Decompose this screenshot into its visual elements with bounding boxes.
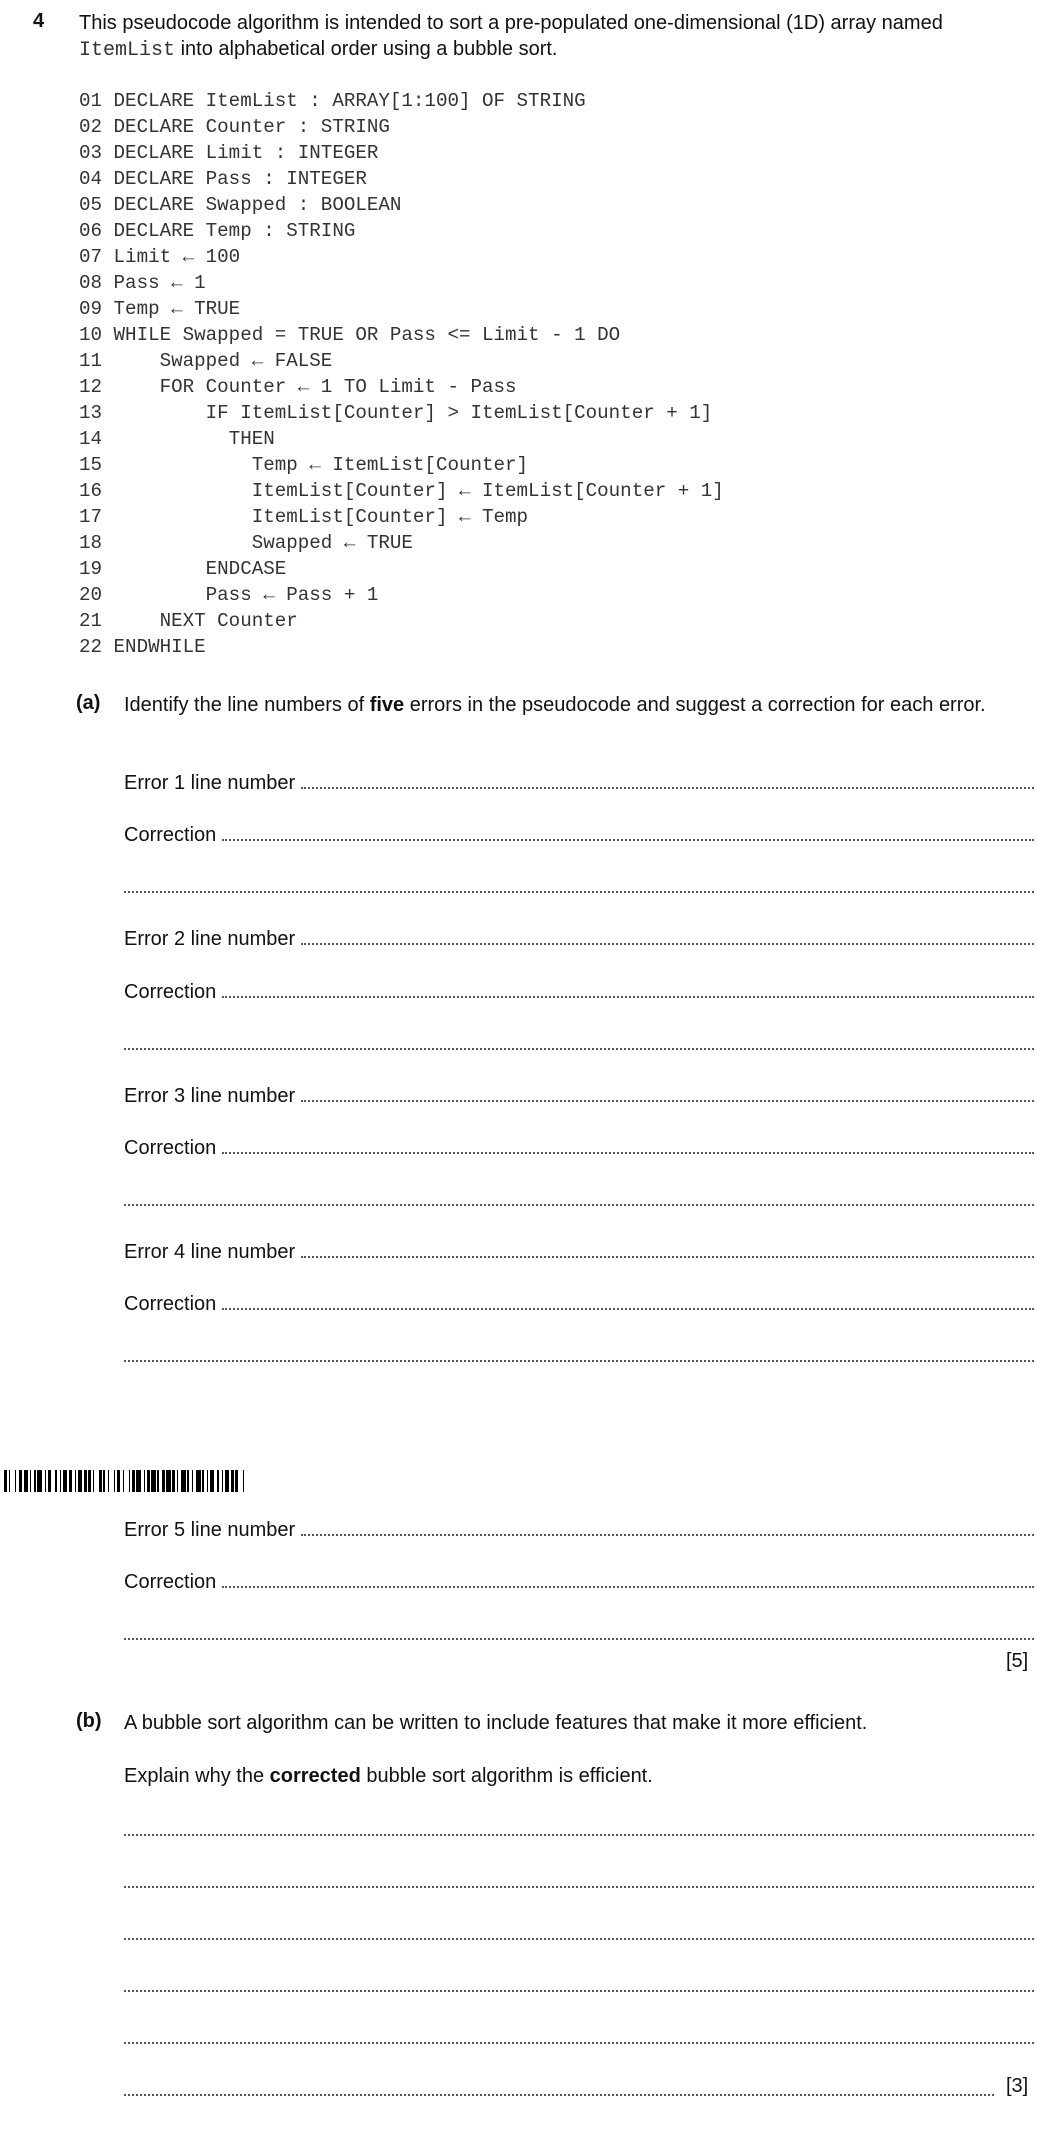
part-b-label: (b)	[76, 1710, 102, 1732]
part-b-text: A bubble sort algorithm can be written to include features that make it more efficient.	[124, 1712, 868, 1734]
code-line: 05 DECLARE Swapped : BOOLEAN	[79, 194, 402, 216]
code-line: 10 WHILE Swapped = TRUE OR Pass <= Limit - 1 DO	[79, 324, 621, 346]
answer-line[interactable]	[124, 1344, 1034, 1362]
part-b-answer-line[interactable]	[124, 2078, 994, 2104]
part-a-label: (a)	[76, 692, 101, 714]
correction-label: Correction	[124, 1571, 217, 1593]
part-a-text-end: errors in the pseudocode and suggest a correction for each error.	[404, 694, 986, 716]
correction-2-field[interactable]	[124, 980, 1034, 1006]
code-line: 09 Temp ← TRUE	[79, 298, 241, 320]
correction-4-extra-line[interactable]	[124, 1344, 1034, 1370]
answer-line[interactable]	[222, 1136, 1034, 1154]
correction-1-extra-line[interactable]	[124, 875, 1034, 901]
answer-line[interactable]	[301, 1518, 1034, 1536]
answer-line[interactable]	[301, 771, 1034, 789]
code-line: 03 DECLARE Limit : INTEGER	[79, 142, 379, 164]
code-line: 16 ItemList[Counter] ← ItemList[Counter + 1]	[79, 480, 724, 502]
part-b-prompt-bold: corrected	[269, 1765, 361, 1787]
answer-line[interactable]	[301, 1240, 1034, 1258]
answer-line[interactable]	[222, 823, 1034, 841]
question-number: 4	[33, 10, 45, 32]
code-line: 04 DECLARE Pass : INTEGER	[79, 168, 367, 190]
correction-label: Correction	[124, 824, 217, 846]
page-header-strip	[4, 0, 424, 4]
question-intro	[79, 10, 1039, 64]
answer-line[interactable]	[124, 1032, 1034, 1050]
answer-line[interactable]	[124, 1922, 1034, 1940]
code-line: 22 ENDWHILE	[79, 636, 206, 658]
correction-3-extra-line[interactable]	[124, 1188, 1034, 1214]
part-a-text	[124, 692, 1039, 718]
answer-line[interactable]	[124, 1974, 1034, 1992]
answer-line[interactable]	[124, 1188, 1034, 1206]
code-line: 13 IF ItemList[Counter] > ItemList[Counter + 1]	[79, 402, 713, 424]
error-3-label: Error 3 line number	[124, 1085, 296, 1107]
error-2-label: Error 2 line number	[124, 928, 296, 950]
code-line: 17 ItemList[Counter] ← Temp	[79, 506, 529, 528]
correction-3-field[interactable]	[124, 1136, 1034, 1162]
part-b-answer-line[interactable]	[124, 1922, 1034, 1948]
answer-line[interactable]	[124, 875, 1034, 893]
pseudocode-block	[79, 88, 724, 660]
error-2-line-field[interactable]	[124, 927, 1034, 953]
answer-line[interactable]	[222, 980, 1034, 998]
part-b-answer-line[interactable]	[124, 1974, 1034, 2000]
error-1-line-field[interactable]	[124, 771, 1034, 797]
code-line: 07 Limit ← 100	[79, 246, 241, 268]
part-b-prompt	[124, 1763, 1039, 1789]
code-line: 12 FOR Counter ← 1 TO Limit - Pass	[79, 376, 517, 398]
part-a-marks: [5]	[1006, 1650, 1029, 1672]
code-line: 19 ENDCASE	[79, 558, 287, 580]
part-b-answer-line[interactable]	[124, 1818, 1034, 1844]
error-5-line-field[interactable]	[124, 1518, 1034, 1544]
part-b-answer-line[interactable]	[124, 2026, 1034, 2052]
code-line: 20 Pass ← Pass + 1	[79, 584, 379, 606]
answer-line[interactable]	[124, 2026, 1034, 2044]
code-line: 06 DECLARE Temp : STRING	[79, 220, 356, 242]
barcode-bar	[244, 1470, 246, 1492]
part-b-prompt-start: Explain why the	[124, 1765, 270, 1787]
correction-1-field[interactable]	[124, 823, 1034, 849]
part-b-answer-line[interactable]	[124, 1870, 1034, 1896]
answer-line[interactable]	[222, 1292, 1034, 1310]
intro-text-end: into alphabetical order using a bubble sort.	[175, 38, 558, 60]
answer-line[interactable]	[222, 1570, 1034, 1588]
code-line: 11 Swapped ← FALSE	[79, 350, 333, 372]
answer-line[interactable]	[124, 1870, 1034, 1888]
answer-line[interactable]	[301, 927, 1034, 945]
intro-text: This pseudocode algorithm is intended to sort a pre-populated one-dimensional (1D) array named	[79, 12, 943, 34]
code-line: 01 DECLARE ItemList : ARRAY[1:100] OF STRING	[79, 90, 586, 112]
answer-line[interactable]	[124, 1622, 1034, 1640]
page-barcode	[4, 1470, 434, 1492]
answer-line[interactable]	[301, 1084, 1034, 1102]
code-line: 15 Temp ← ItemList[Counter]	[79, 454, 529, 476]
error-4-label: Error 4 line number	[124, 1241, 296, 1263]
error-4-line-field[interactable]	[124, 1240, 1034, 1266]
correction-label: Correction	[124, 1137, 217, 1159]
code-line: 02 DECLARE Counter : STRING	[79, 116, 390, 138]
correction-label: Correction	[124, 981, 217, 1003]
error-3-line-field[interactable]	[124, 1084, 1034, 1110]
code-line: 18 Swapped ← TRUE	[79, 532, 413, 554]
error-1-label: Error 1 line number	[124, 772, 296, 794]
correction-5-field[interactable]	[124, 1570, 1034, 1596]
code-line: 14 THEN	[79, 428, 275, 450]
part-a-text-start: Identify the line numbers of	[124, 694, 370, 716]
intro-array-name: ItemList	[79, 39, 176, 62]
part-b-marks: [3]	[1006, 2075, 1029, 2097]
part-a-text-bold: five	[369, 694, 405, 716]
correction-label: Correction	[124, 1293, 217, 1315]
correction-5-extra-line[interactable]	[124, 1622, 1034, 1648]
error-5-label: Error 5 line number	[124, 1519, 296, 1541]
correction-2-extra-line[interactable]	[124, 1032, 1034, 1058]
answer-line[interactable]	[124, 2078, 994, 2096]
code-line: 21 NEXT Counter	[79, 610, 298, 632]
answer-line[interactable]	[124, 1818, 1034, 1836]
code-line: 08 Pass ← 1	[79, 272, 206, 294]
part-b-prompt-end: bubble sort algorithm is efficient.	[360, 1765, 653, 1787]
correction-4-field[interactable]	[124, 1292, 1034, 1318]
